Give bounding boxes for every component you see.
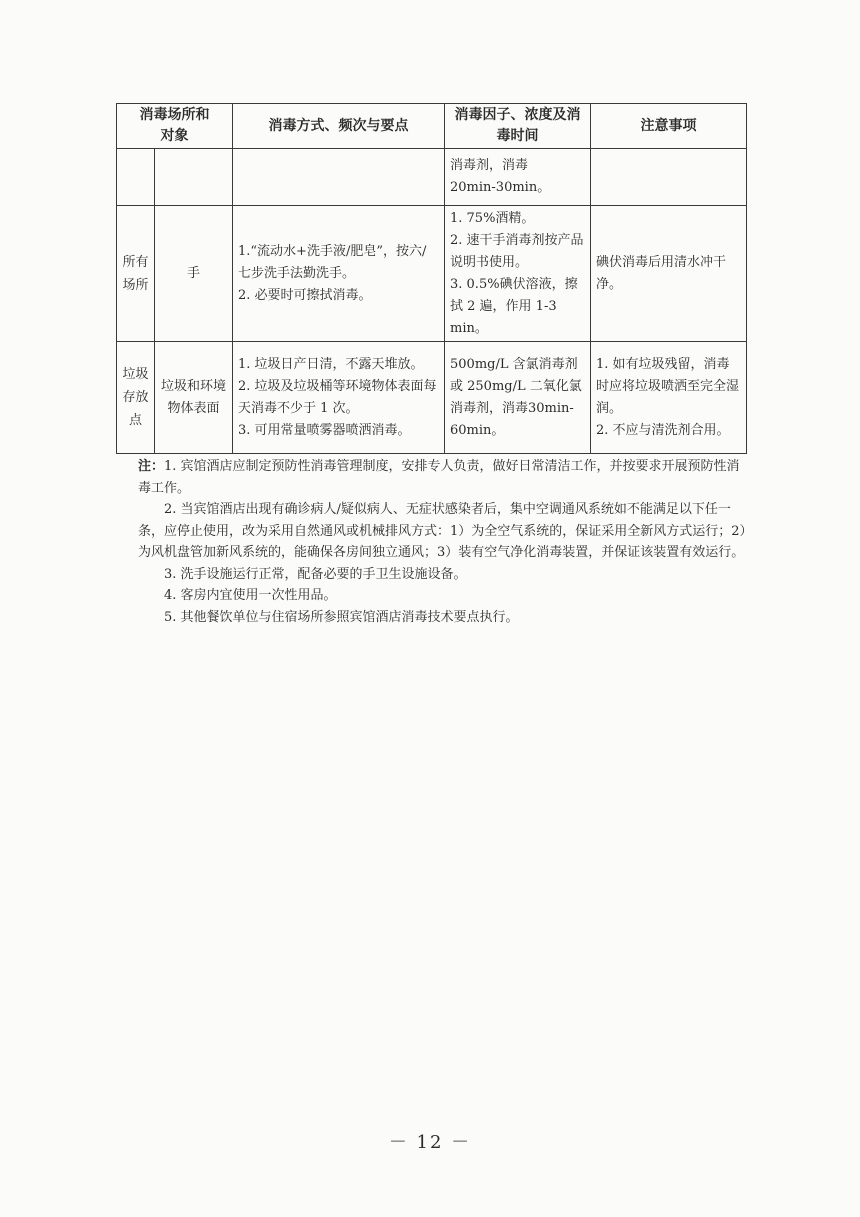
cell-object: 手 xyxy=(155,206,233,342)
notes-lead: 注： xyxy=(138,459,165,474)
header-notes: 注意事项 xyxy=(591,104,747,149)
cell-factor: 1. 75%酒精。 2. 速干手消毒剂按产品说明书使用。 3. 0.5%碘伏溶液，擦拭 2 遍，作用 1-3 min。 xyxy=(445,206,591,342)
note-item-4: 4. 客房内宜使用一次性用品。 xyxy=(164,588,337,603)
note-item-2: 2. 当宾馆酒店出现有确诊病人/疑似病人、无症状感染者后，集中空调通风系统如不能满足以下任一条，应停止使用，改为采用自然通风或机械排风方式：1）为全空气系统的，保证采用全新风方式运行；2）为风机盘管加新风系统的，能确保各房间独立通风；3）装有空气净化消毒装置，并保证该装置有效运行。 xyxy=(138,502,747,560)
cell-notes: 碘伏消毒后用清水冲干净。 xyxy=(591,206,747,342)
note-item-5: 5. 其他餐饮单位与住宿场所参照宾馆酒店消毒技术要点执行。 xyxy=(164,609,519,625)
table-row xyxy=(117,206,747,342)
cell-notes: 1. 如有垃圾残留，消毒时应将垃圾喷洒至完全湿润。 2. 不应与清洗剂合用。 xyxy=(591,342,747,454)
note-item-3: 3. 洗手设施运行正常，配备必要的手卫生设施设备。 xyxy=(164,566,467,582)
note-item-1: 注：1. 宾馆酒店应制定预防性消毒管理制度，安排专人负责，做好日常清洁工作，并按要求开展预防性消毒工作。 xyxy=(138,459,740,496)
table-row xyxy=(117,149,747,206)
header-factor: 消毒因子、浓度及消 毒时间 xyxy=(445,104,591,149)
table-row xyxy=(117,342,747,454)
cell-place xyxy=(117,149,155,206)
cell-factor: 500mg/L 含氯消毒剂或 250mg/L 二氧化氯消毒剂，消毒30min-60min。 xyxy=(445,342,591,454)
cell-method: 1.“流动水+洗手液/肥皂”，按六/七步洗手法勤洗手。 2. 必要时可擦拭消毒。 xyxy=(233,206,445,342)
table-notes xyxy=(138,456,748,628)
cell-object: 垃圾和环境物体表面 xyxy=(155,342,233,454)
cell-place: 垃圾存放点 xyxy=(117,342,155,454)
cell-object xyxy=(155,149,233,206)
table-header-row xyxy=(117,104,747,149)
disinfection-table xyxy=(116,103,747,454)
cell-method xyxy=(233,149,445,206)
header-place: 消毒场所和 对象 xyxy=(117,104,233,149)
cell-factor: 消毒剂，消毒 20min-30min。 xyxy=(445,149,591,206)
page-number: － 12 － xyxy=(388,1132,472,1153)
header-method: 消毒方式、频次与要点 xyxy=(233,104,445,149)
cell-place: 所有场所 xyxy=(117,206,155,342)
cell-notes xyxy=(591,149,747,206)
cell-method: 1. 垃圾日产日清，不露天堆放。 2. 垃圾及垃圾桶等环境物体表面每天消毒不少于 1 次。 3. 可用常量喷雾器喷洒消毒。 xyxy=(233,342,445,454)
